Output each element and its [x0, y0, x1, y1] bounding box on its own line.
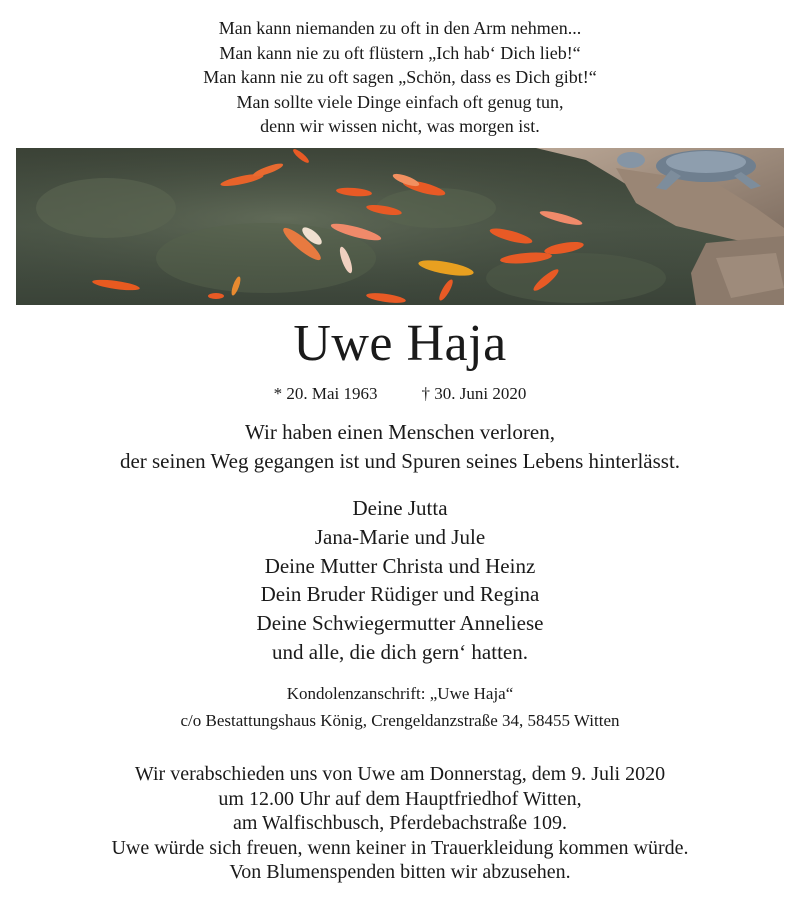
koi-pond-photo: [16, 148, 784, 305]
funeral-line: Uwe würde sich freuen, wenn keiner in Trauerkleidung kommen würde.: [111, 836, 689, 859]
funeral-line: am Walfischbusch, Pferdebachstraße 109.: [232, 812, 568, 834]
funeral-line: Wir verabschieden uns von Uwe am Donnerstag, dem 9. Juli 2020: [134, 763, 666, 785]
poem-line: Man kann nie zu oft sagen „Schön, dass es Dich gibt!“: [203, 67, 597, 87]
funeral-line: um 12.00 Uhr auf dem Hauptfriedhof Witten,: [218, 787, 582, 810]
deceased-name: Uwe Haja: [293, 315, 507, 372]
mourner: Jana-Marie und Jule: [314, 524, 486, 549]
mourner: Deine Jutta: [352, 496, 448, 520]
birth-date: * 20. Mai 1963: [273, 384, 378, 403]
condolence-address: [0, 680, 800, 734]
life-dates: [0, 383, 800, 405]
condolence-heading: Kondolenzanschrift: „Uwe Haja“: [286, 684, 514, 703]
mourner: Dein Bruder Rüdiger und Regina: [260, 582, 540, 607]
funeral-line: Von Blumenspenden bitten wir abzusehen.: [229, 861, 571, 883]
poem-line: Man sollte viele Dinge einfach oft genug tun,: [236, 91, 564, 112]
memorial-quote: [0, 418, 800, 476]
mourners-list: [0, 494, 800, 667]
poem-line: Man kann niemanden zu oft in den Arm nehmen...: [218, 18, 582, 38]
poem-line: denn wir wissen nicht, was morgen ist.: [260, 116, 540, 136]
poem-line: Man kann nie zu oft flüstern „Ich hab‘ Dich lieb!“: [219, 42, 581, 63]
mourner: Deine Mutter Christa und Heinz: [264, 553, 536, 578]
mourner: Deine Schwiegermutter Anneliese: [256, 611, 544, 636]
quote-line: der seinen Weg gegangen ist und Spuren seines Lebens hinterlässt.: [119, 449, 681, 473]
poem: [0, 16, 800, 139]
death-date: † 30. Juni 2020: [421, 384, 527, 403]
funeral-details: [0, 762, 800, 885]
quote-line: Wir haben einen Menschen verloren,: [245, 420, 555, 444]
condolence-street: c/o Bestattungshaus König, Crengeldanzstraße 34, 58455 Witten: [180, 711, 620, 730]
mourner: und alle, die dich gern‘ hatten.: [272, 639, 528, 664]
